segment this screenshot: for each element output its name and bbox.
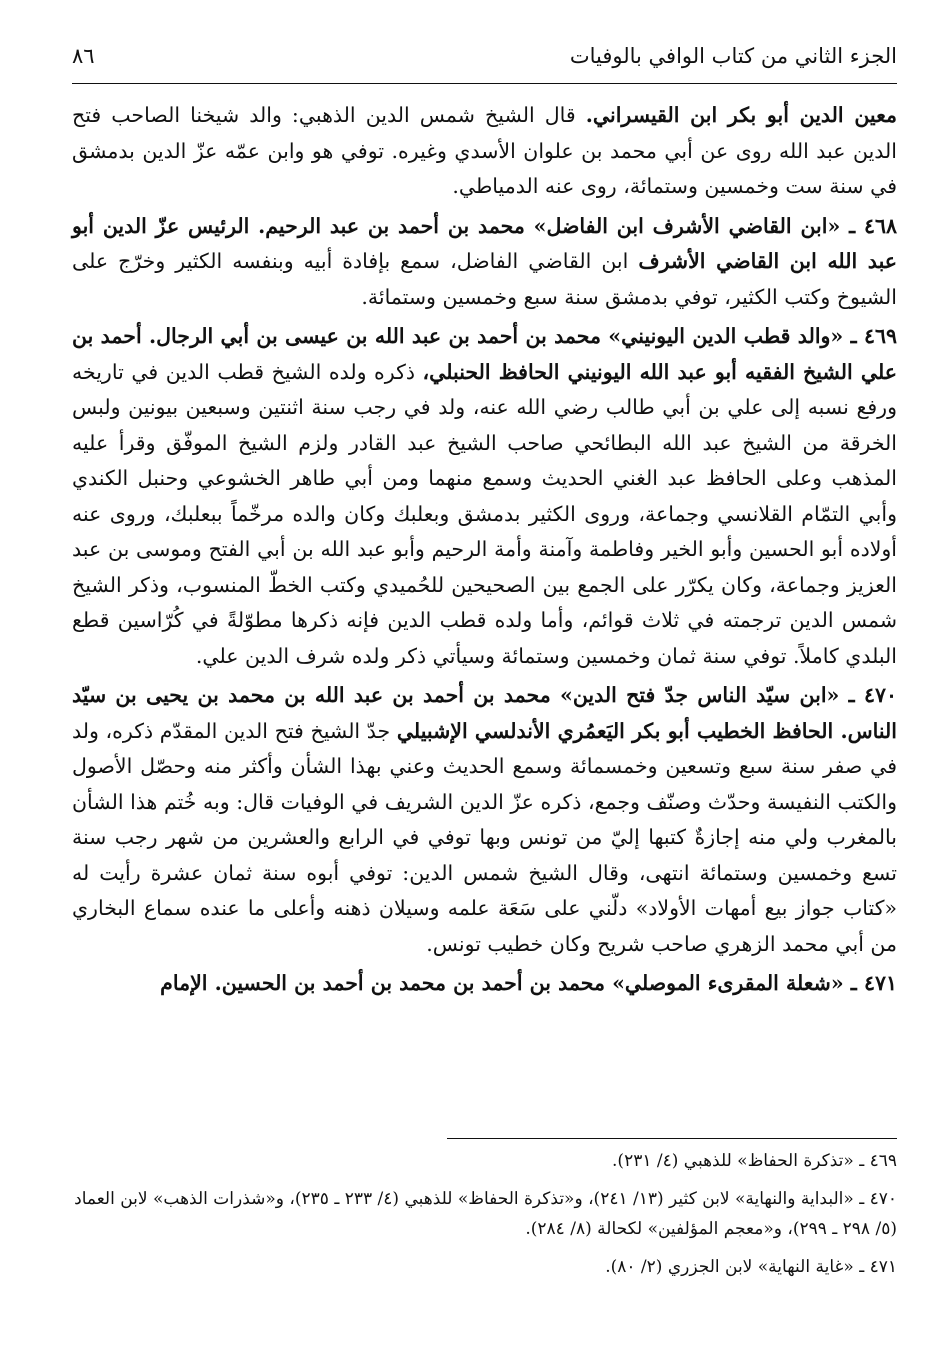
entry-title: «والد قطب الدين اليونيني» محمد بن أحمد بن عبد الله بن عيسى بن أبي الرجال. أحمد بن علي الشيخ الفقيه أبو عبد الله اليونيني الحافظ الحنبلي، bbox=[72, 324, 897, 384]
footnote-469: ٤٦٩ ـ «تذكرة الحفاظ» للذهبي (٤/ ٢٣١). bbox=[612, 1151, 897, 1171]
main-text bbox=[72, 98, 897, 1006]
entry-number: ٤٦٨ ـ bbox=[849, 213, 897, 238]
footnotes bbox=[72, 1140, 897, 1290]
paragraph-text: قال الشيخ شمس الدين الذهبي: والد شيخنا الصاحب فتح الدين عبد الله روى عن أبي محمد بن علوان الأسدي وغيره. توفي هو وابن عمّه عزّ الدين بدمشق في سنة ست وخمسين وستمائة، روى عنه الدمياطي. bbox=[72, 103, 897, 198]
header-rule bbox=[72, 83, 897, 84]
page-header bbox=[72, 36, 897, 76]
footnote-471: ٤٧١ ـ «غاية النهاية» لابن الجزري (٢/ ٨٠). bbox=[605, 1257, 897, 1277]
paragraph-continuation bbox=[72, 98, 897, 205]
entry-469 bbox=[72, 319, 897, 674]
entry-text: جدّ الشيخ فتح الدين المقدّم ذكره، ولد في صفر سنة سبع وتسعين وخمسمائة وسمع الحديث وعني بهذا الشأن وأكثر منه وحصّل الأصول والكتب النفيسة وحدّث وصنّف وجمع، ذكره عزّ الدين الشريف في الوفيات قال: وبه خُتم هذا الشأن بالمغرب ولي منه إجازةٌ كتبها إليّ من تونس وبها توفي في الرابع والعشرين من شهر رجب سنة تسع وخمسين وستمائة انتهى، وقال الشيخ شمس الدين: توفي أبوه سنة ثمان عشرة رأيت له «كتاب جواز بيع أمهات الأولاد» دلّني على سَعَة علمه وسيلان ذهنه وأعلى ما عنده سماع البخاري من أبي محمد الزهري صاحب شريح وكان خطيب تونس. bbox=[72, 718, 897, 956]
bold-heading: معين الدين أبو بكر ابن القيسراني. bbox=[585, 103, 897, 127]
entry-468 bbox=[72, 209, 897, 316]
entry-title: «ابن سيّد الناس جدّ فتح الدين» محمد بن أحمد بن عبد الله بن محمد بن يحيى بن سيّد الناس. الحافظ الخطيب أبو بكر اليَعمُري الأندلسي الإشبيلي bbox=[72, 683, 897, 743]
entry-text: ابن القاضي الفاضل، سمع بإفادة أبيه وبنفسه الكثير وخرّج على الشيوخ وكتب الكثير، توفي بدمشق سنة سبع وخمسين وستمائة. bbox=[72, 249, 897, 309]
footnote-470: ٤٧٠ ـ «البداية والنهاية» لابن كثير (١٣/ ٢٤١)، و«تذكرة الحفاظ» للذهبي (٤/ ٢٣٣ ـ ٢٣٥)، و«شذرات الذهب» لابن العماد (٥/ ٢٩٨ ـ ٢٩٩)، و«معجم المؤلفين» لكحالة (٨/ ٢٨٤). bbox=[74, 1189, 897, 1239]
entry-470 bbox=[72, 678, 897, 962]
footnote-rule bbox=[447, 1138, 897, 1139]
entry-471 bbox=[72, 966, 897, 1002]
entry-number: ٤٧٠ ـ bbox=[848, 683, 897, 707]
running-title: الجزء الثاني من كتاب الوافي بالوفيات bbox=[569, 44, 897, 68]
entry-number: ٤٧١ ـ bbox=[850, 971, 897, 995]
entry-text: ذكره ولده الشيخ قطب الدين في تاريخه ورفع نسبه إلى علي بن أبي طالب رضي الله عنه، ولد في رجب سنة اثنتين وسبعين بيونين ولبس الخرقة من الشيخ عبد الله البطائحي صاحب الشيخ عبد القادر ولزم الشيخ الموفّق وقرأ عليه المذهب وعلى الحافظ عبد الغني الحديث وسمع منهما ومن أبي طاهر الخشوعي وحنبل الكندي وأبي التمّام القلانسي وجماعة، وروى الكثير بدمشق وبعلبك وكان والده مرخّماً ببعلبك، وروى عنه أولاده أبو الحسين وأبو الخير وفاطمة وآمنة وأمة الرحيم وأبو عبد الله بن أبي الفتح وموسى بن عبد العزيز وجماعة، وكان يكرّر على الجمع بين الصحيحين للحُميدي وكتب الخطّ المنسوب، وذكر الشيخ شمس الدين ترجمته في ثلاث قوائم، وأما ولده قطب الدين فإنه ذكرها مطوّلةً في كُرّاسين قطع البلدي كاملاً. توفي سنة ثمان وخمسين وستمائة وسيأتي ذكر ولده شرف الدين علي. bbox=[72, 359, 897, 668]
page-number: ٨٦ bbox=[72, 44, 95, 68]
entry-number: ٤٦٩ ـ bbox=[850, 324, 897, 348]
entry-title: «ابن القاضي الأشرف ابن الفاضل» محمد بن أحمد بن عبد الرحيم. الرئيس عزّ الدين أبو عبد الله ابن القاضي الأشرف bbox=[72, 213, 897, 273]
entry-title: «شعلة المقرىء الموصلي» محمد بن أحمد بن محمد بن أحمد بن الحسين. الإمام bbox=[160, 971, 851, 995]
